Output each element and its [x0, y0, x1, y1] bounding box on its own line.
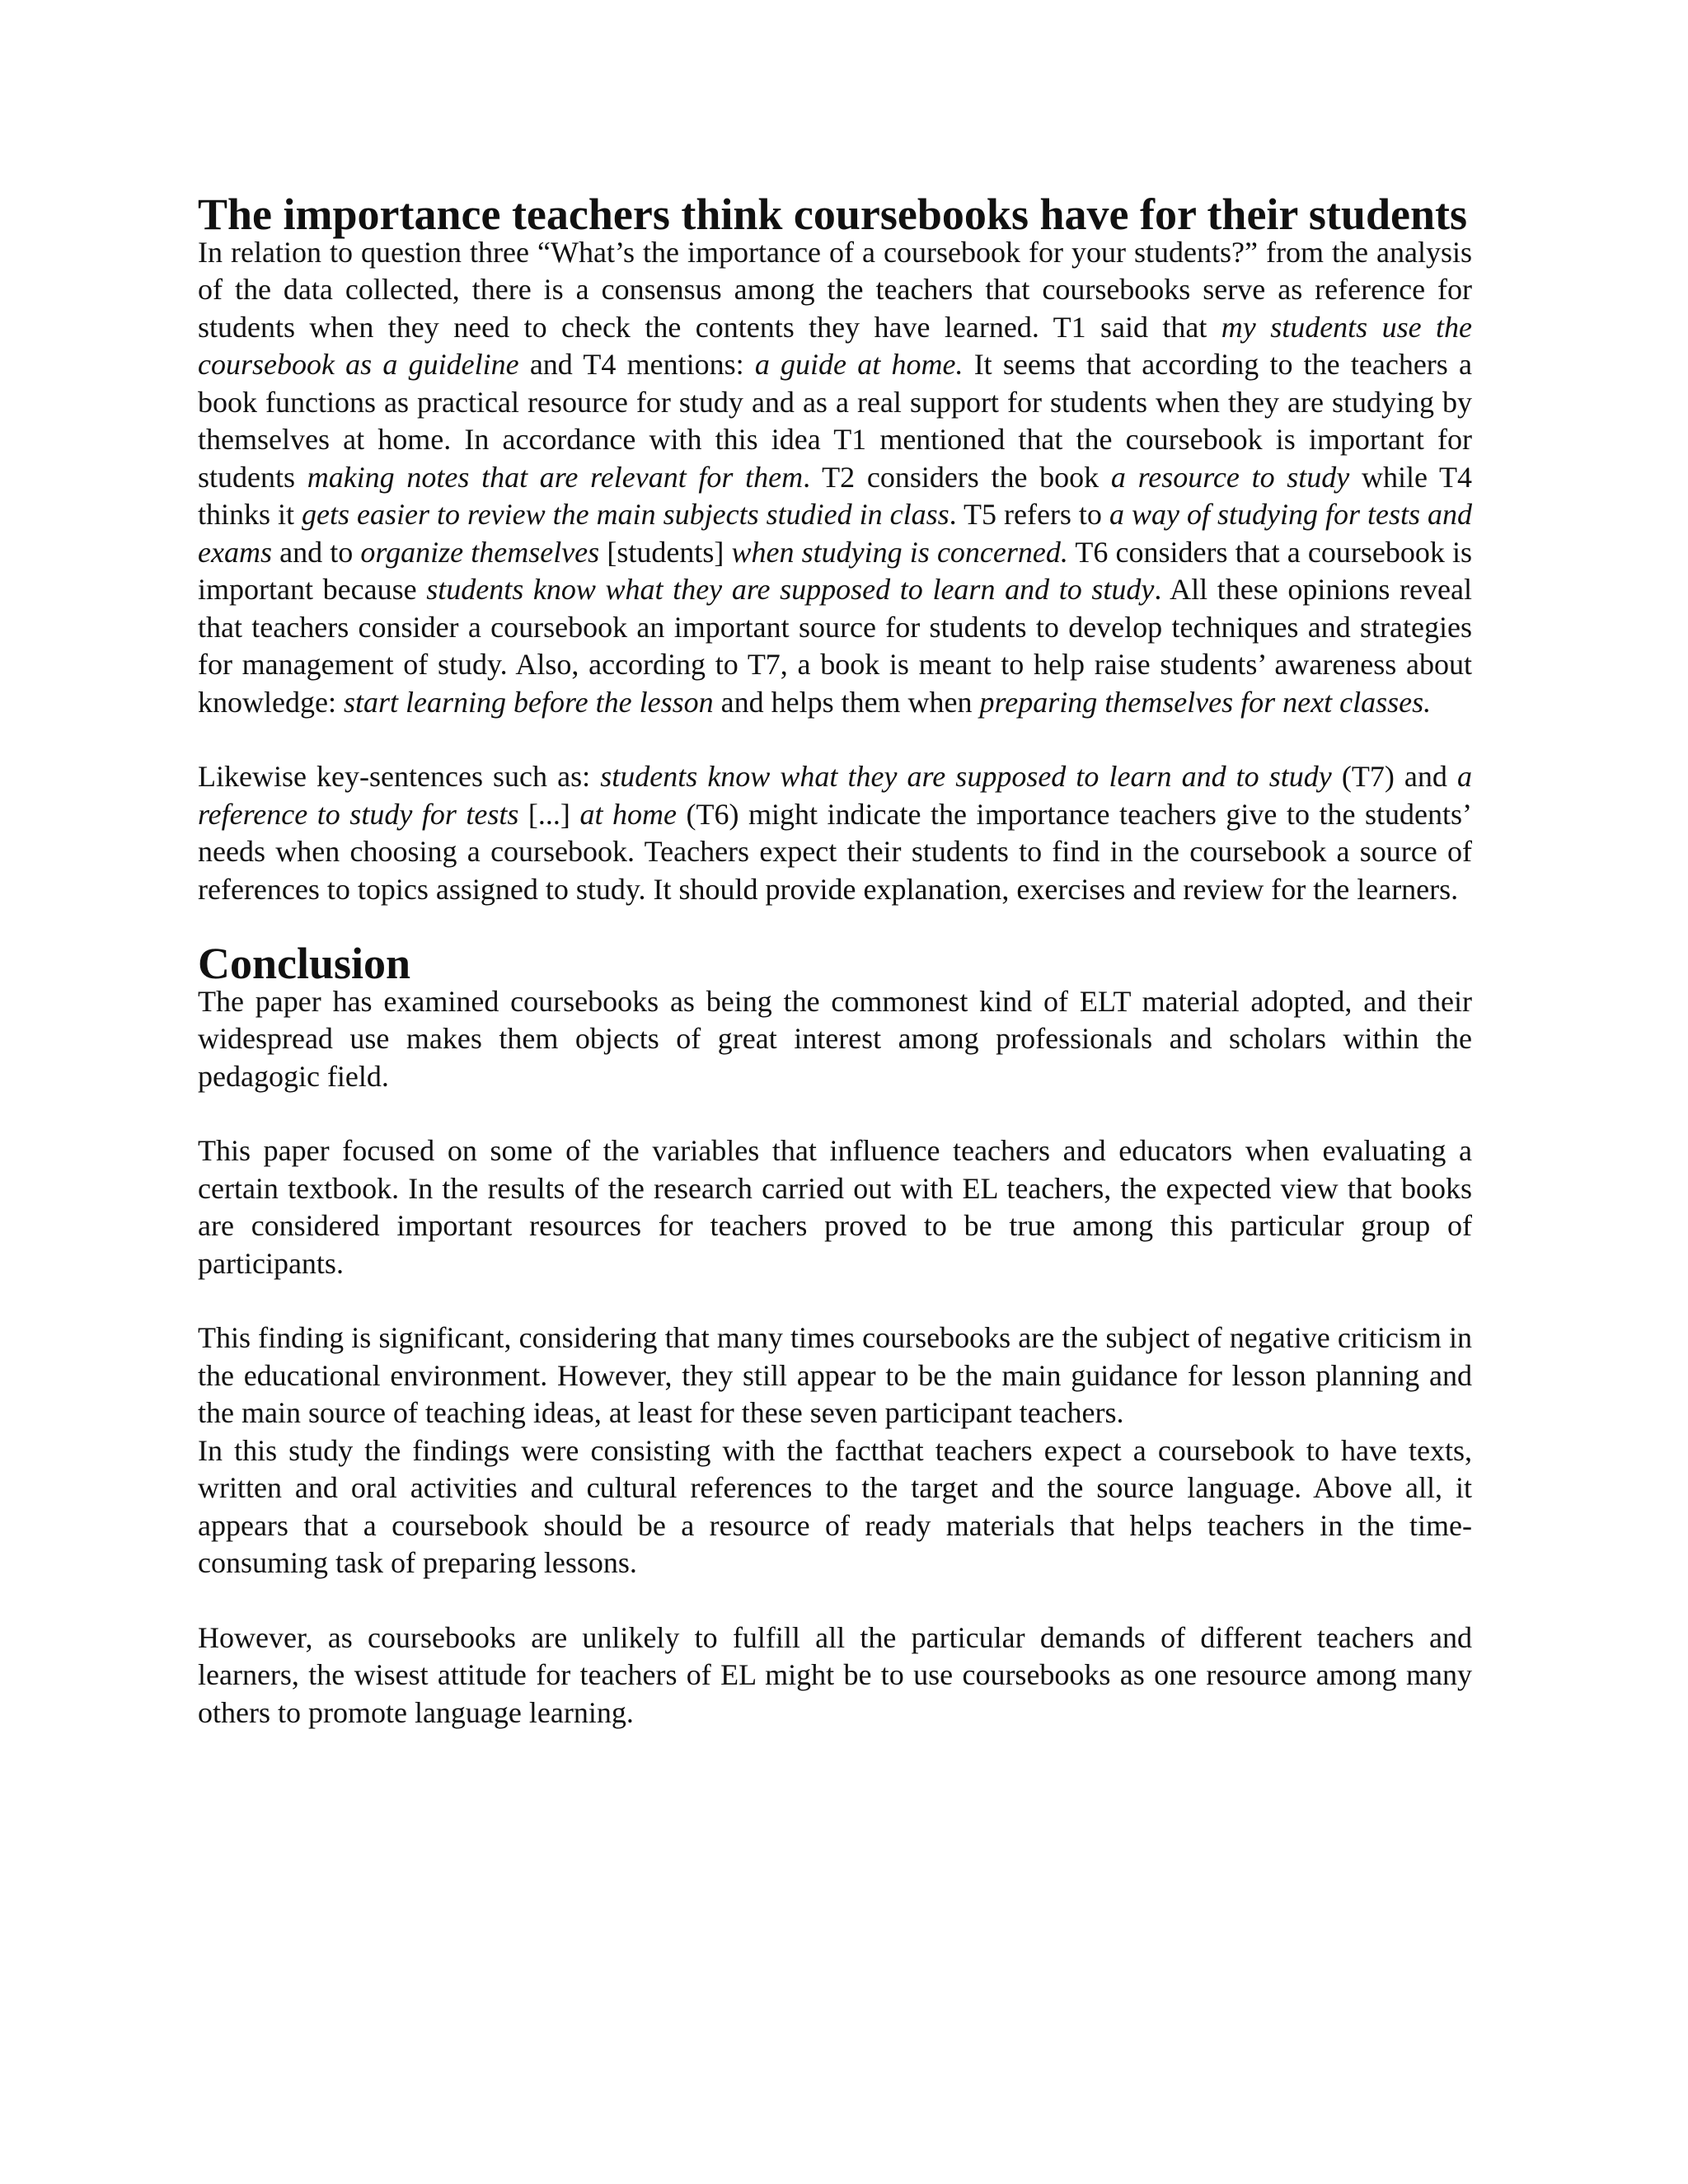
italic-quote: making notes that are relevant for them [307, 460, 804, 494]
importance-paragraph-2 [198, 758, 1472, 908]
italic-quote: at home [579, 797, 677, 831]
italic-quote: a guide at home. [754, 348, 964, 381]
text-run: and T4 mentions: [518, 348, 755, 381]
text-run: while T4 thinks it [198, 460, 1472, 531]
text-run: It seems that according to the teachers a book functions as practical resource for study and as a real support for students when they are studying by themselves at home. In accordance with this idea T1 mentioned that the coursebook is important for students [198, 348, 1472, 494]
italic-quote: gets easier to review the main subjects studied in class [302, 498, 950, 531]
text-run: [...] [518, 797, 580, 831]
italic-quote: students know what they are supposed to learn and to study [426, 573, 1155, 606]
text-run: [students] [599, 535, 732, 569]
text-run: and to [271, 535, 361, 569]
text-run: Likewise key-sentences such as: [198, 760, 601, 793]
section-heading-importance: The importance teachers think coursebooks have for their students [198, 190, 1467, 239]
italic-quote: a way of studying for tests and exams [198, 498, 1472, 569]
italic-quote: a resource to study [1110, 460, 1350, 494]
text-run: In relation to question three “What’s the importance of a coursebook for your students?” from the analysis of the data collected, there is a consensus among the teachers that coursebooks serve as reference for students when they need to check the contents they have learned. T1 said that [198, 235, 1472, 344]
text-run: (T6) might indicate the importance teachers give to the students’ needs when choosing a coursebook. Teachers expect their students to find in the coursebook a source of references to topics assigned to study. It should provide explanation, exercises and review for the learners. [198, 797, 1472, 906]
text-run: T6 considers that a coursebook is important because [198, 535, 1473, 606]
text-run: . T5 refers to [949, 498, 1109, 531]
italic-quote: a reference to study for tests [198, 760, 1472, 831]
italic-quote: when studying is concerned. [731, 535, 1068, 569]
conclusion-paragraph-4: In this study the findings were consisting with the factthat teachers expect a coursebook to have texts, written and oral activities and cultural references to the target and the source language. Above all, it appears that a coursebook should be a resource of ready materials that helps teachers in the time-consuming task of preparing lessons. [198, 1433, 1472, 1579]
italic-quote: preparing themselves for next classes. [979, 685, 1432, 719]
conclusion-paragraph-3: This finding is significant, considering that many times coursebooks are the subject of negative criticism in the educational environment. However, they still appear to be the main guidance for lesson planning and the main source of teaching ideas, at least for these seven participant teachers. [198, 1321, 1472, 1429]
text-run: . T2 considers the book [803, 460, 1111, 494]
conclusion-paragraph-2: This paper focused on some of the variables that influence teachers and educators when evaluating a certain textbook. In the results of the research carried out with EL teachers, the expected view that books are considered important resources for teachers proved to be true among this particular group of participants. [198, 1134, 1472, 1280]
text-run: . All these opinions reveal that teachers consider a coursebook an important source for students to develop techniques and strategies for management of study. Also, according to T7, a book is meant to help raise students’ awareness about knowledge: [198, 573, 1472, 719]
text-run: and helps them when [713, 685, 980, 719]
text-run: (T7) and [1331, 760, 1457, 793]
conclusion-paragraph-5: However, as coursebooks are unlikely to fulfill all the particular demands of different teachers and learners, the wisest attitude for teachers of EL might be to use coursebooks as one resource among many others to promote language learning. [198, 1620, 1472, 1729]
italic-quote: start learning before the lesson [343, 685, 714, 719]
italic-quote: organize themselves [360, 535, 600, 569]
conclusion-paragraph-1: The paper has examined coursebooks as being the commonest kind of ELT material adopted, and their widespread use makes them objects of great interest among professionals and scholars within the pedagogic field. [198, 984, 1472, 1093]
italic-quote: students know what they are supposed to learn and to study [600, 760, 1332, 793]
importance-paragraph-1 [198, 234, 1472, 722]
italic-quote: my students use the coursebook as a guideline [198, 310, 1472, 381]
section-heading-conclusion: Conclusion [198, 939, 411, 988]
document-page [198, 190, 1473, 1732]
